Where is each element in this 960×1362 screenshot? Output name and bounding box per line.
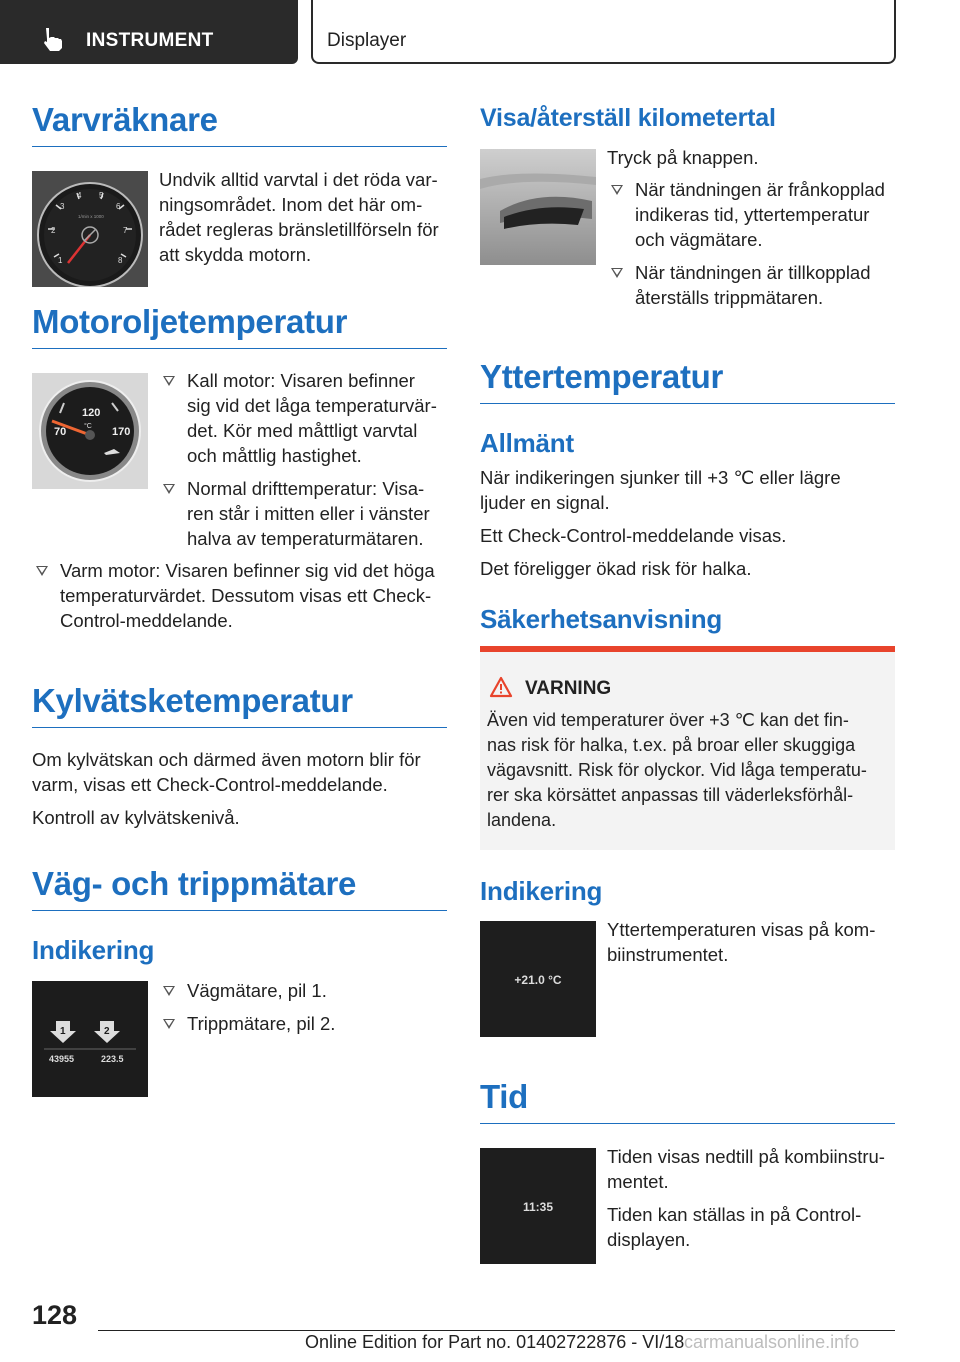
bullet-item <box>609 177 899 252</box>
subheading-sakerhetsanvisning: Säkerhetsanvisning <box>480 604 723 634</box>
text-line: När tändningen är tillkopplad <box>635 262 871 283</box>
text-line: Tiden kan ställas in på Control- <box>607 1204 862 1225</box>
heading-varvraknare: Varvräknare <box>32 100 447 147</box>
text-line: ningsområdet. Inom det här om- <box>159 194 423 215</box>
gauge-number: 8 <box>118 256 123 265</box>
text-line: ljuder en signal. <box>480 492 610 513</box>
bullet-item <box>161 978 451 1003</box>
section-tab <box>311 0 896 64</box>
indikering-text <box>607 917 897 967</box>
text-line: Kall motor: Visaren befinner <box>187 370 415 391</box>
text-line: och vägmätare. <box>635 229 763 250</box>
bullet-item <box>161 476 451 551</box>
warning-text <box>487 708 897 833</box>
text-line: temperaturvärdet. Dessutom visas ett Check- <box>60 585 432 606</box>
gauge-number: 2 <box>51 226 56 235</box>
olja-bullets <box>161 368 451 551</box>
reset-button-image <box>480 149 596 265</box>
text-line: sig vid det låga temperaturvär- <box>187 395 437 416</box>
heading-motoroljetemperatur: Motoroljetemperatur <box>32 302 447 349</box>
text-line: När tändningen är frånkopplad <box>635 179 885 200</box>
gauge-number: 7 <box>123 226 128 235</box>
outside-temp-display-image <box>480 921 596 1037</box>
heading-tid: Tid <box>480 1077 895 1124</box>
text-line: Vägmätare, pil 1. <box>187 980 327 1001</box>
gauge-number: 6 <box>116 202 121 211</box>
footer-divider <box>98 1330 895 1331</box>
gauge-mid-value: 120 <box>82 407 101 419</box>
text-line: ren står i mitten eller i vänster <box>187 503 430 524</box>
gauge-low-value: 70 <box>54 426 67 438</box>
gauge-number: 5 <box>99 191 104 200</box>
heading-kylvatsketemperatur: Kylvätsketemperatur <box>32 681 447 728</box>
bullet-item <box>34 558 454 633</box>
heading-visa-aterstall: Visa/återställ kilometertal <box>480 104 776 132</box>
allmant-text <box>480 465 900 581</box>
text-line: indikeras tid, yttertemperatur <box>635 204 870 225</box>
gauge-unit: °C <box>84 423 92 430</box>
chapter-title: INSTRUMENT <box>86 30 214 51</box>
vag-bullets <box>161 978 451 1036</box>
text-line: Tiden visas nedtill på kombiinstru- <box>607 1146 885 1167</box>
chapter-tab <box>0 0 298 64</box>
odometer-value: 43955 <box>49 1054 75 1064</box>
text-line: Normal drifttemperatur: Visa- <box>187 478 425 499</box>
clock-value: 11:35 <box>522 1200 554 1214</box>
text-line: biinstrumentet. <box>607 944 729 965</box>
bullet-triangle-icon <box>611 268 623 278</box>
visa-intro: Tryck på knappen. <box>607 147 759 168</box>
page-footer <box>0 1290 960 1362</box>
text-line: Yttertemperaturen visas på kom- <box>607 919 876 940</box>
text-line: rådet regleras bränsletillförseln för <box>159 219 439 240</box>
gauge-number: 1 <box>58 256 63 265</box>
arrow-number: 2 <box>104 1026 110 1037</box>
subheading-allmant: Allmänt <box>480 428 574 458</box>
text-line: rer ska körsättet anpassas till väderleksförhål- <box>487 785 854 805</box>
text-line: vägavsnitt. Risk för olyckor. Vid låga temperatu- <box>487 760 867 780</box>
warning-triangle-icon <box>489 676 513 698</box>
bullet-triangle-icon <box>163 484 175 494</box>
text-line: återställs trippmätaren. <box>635 287 824 308</box>
heading-vag-och-trippmatare: Väg- och trippmätare <box>32 864 447 911</box>
text-line: Control-meddelande. <box>60 610 233 631</box>
bullet-item <box>161 368 451 468</box>
warning-label: VARNING <box>525 678 612 699</box>
gauge-number: 4 <box>77 191 82 200</box>
heading-yttertemperatur: Yttertemperatur <box>480 357 895 404</box>
text-line: att skydda motorn. <box>159 244 312 265</box>
text-line: displayen. <box>607 1229 691 1250</box>
edition-text: Online Edition for Part no. 01402722876 - VI/18 <box>305 1332 685 1352</box>
kylvatska-text <box>32 747 452 830</box>
watermark: carmanualsonline.info <box>684 1332 860 1352</box>
text-line: Om kylvätskan och därmed även motorn blir för <box>32 749 421 770</box>
varvraknare-text <box>159 167 449 267</box>
temperature-value: +21.0 °C <box>514 973 562 987</box>
odometer-display-image <box>32 981 148 1097</box>
text-line: Det föreligger ökad risk för halka. <box>480 558 752 579</box>
text-line: Trippmätare, pil 2. <box>187 1013 336 1034</box>
text-line: varm, visas ett Check-Control-meddelande. <box>32 774 388 795</box>
text-line: När indikeringen sjunker till +3 ℃ eller lägre <box>480 467 841 488</box>
gauge-number: 3 <box>60 202 65 211</box>
text-line: Kontroll av kylvätskenivå. <box>32 807 240 828</box>
subheading-indikering-ytter: Indikering <box>480 876 603 906</box>
bullet-item <box>609 260 899 310</box>
left-column <box>32 100 447 147</box>
tripmeter-value: 223.5 <box>101 1054 124 1064</box>
text-line: nas risk för halka, t.ex. på broar eller skuggiga <box>487 735 856 755</box>
tachometer-image <box>32 171 148 287</box>
warning-box <box>480 646 895 850</box>
text-line: det. Kör med måttligt varvtal <box>187 420 418 441</box>
text-line: Ett Check-Control-meddelande visas. <box>480 525 787 546</box>
bullet-triangle-icon <box>611 185 623 195</box>
gauge-caption: 1/min x 1000 <box>78 214 104 219</box>
text-line: och måttlig hastighet. <box>187 445 362 466</box>
bullet-triangle-icon <box>36 566 48 576</box>
text-line: Varm motor: Visaren befinner sig vid det höga <box>60 560 435 581</box>
subheading-indikering: Indikering <box>32 935 155 965</box>
tid-text <box>607 1144 902 1252</box>
text-line: Undvik alltid varvtal i det röda var- <box>159 169 438 190</box>
bullet-triangle-icon <box>163 376 175 386</box>
text-line: landena. <box>487 810 557 830</box>
bullet-triangle-icon <box>163 986 175 996</box>
text-line: halva av temperaturmätaren. <box>187 528 424 549</box>
bullet-item <box>161 1011 451 1036</box>
page-number: 128 <box>32 1300 78 1330</box>
section-title: Displayer <box>327 30 407 51</box>
text-line: mentet. <box>607 1171 669 1192</box>
olja-bullet-3 <box>34 558 454 633</box>
oil-temperature-gauge-image <box>32 373 148 489</box>
arrow-number: 1 <box>60 1026 66 1037</box>
clock-display-image <box>480 1148 596 1264</box>
gauge-high-value: 170 <box>112 426 131 438</box>
hand-pointer-icon <box>40 26 66 52</box>
bullet-triangle-icon <box>163 1019 175 1029</box>
visa-bullets <box>609 177 899 310</box>
text-line: Även vid temperaturer över +3 ℃ kan det fin- <box>487 710 849 730</box>
